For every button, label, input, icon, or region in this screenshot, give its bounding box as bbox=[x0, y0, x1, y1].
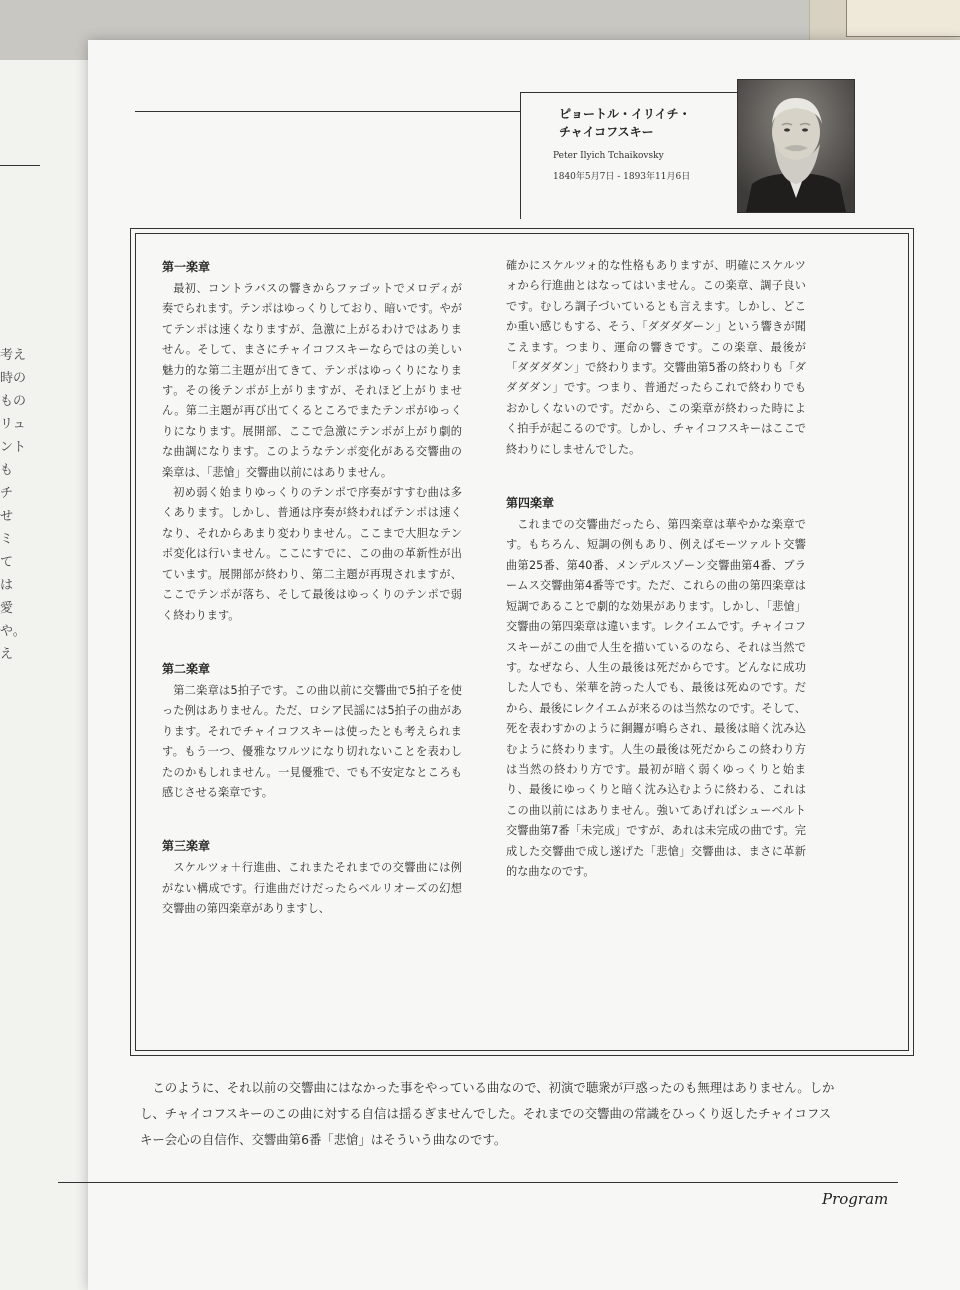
composer-name-jp-line1: ピョートル・イリイチ・ bbox=[559, 107, 691, 121]
portrait-photo-icon bbox=[738, 80, 854, 212]
previous-page-line: や。 bbox=[0, 624, 26, 639]
movement-4-paragraph-1: これまでの交響曲だったら、第四楽章は華やかな楽章です。もちろん、短調の例もあり、例えばモーツァルト交響曲第25番、第40番、メンデルスゾーン交響曲第4番、ブラームス交響曲第4番等です。ただ、これらの曲の第四楽章は短調であることで劇的な効果があります。しかし、「悲愴」交響曲の第四楽章は違います。レクイエムです。チャイコフスキーがこの曲で人生を描いているのなら、それは当然です。なぜなら、人生の最後は死だからです。どんなに成功した人でも、栄華を誇った人でも、最後は死ぬのです。だから、最後にレクイエムが来るのは当然なのです。そして、死を表わすかのように銅鑼が鳴らされ、最後は暗く沈み込むように終わります。人生の最後は死だからこの終わり方は当然の終わり方です。最初が暗く弱くゆっくりと始まり、最後にゆっくりと暗く沈み込むように終わる、これはこの曲以前にはありません。強いてあげればシューベルト交響曲第7番「未完成」ですが、あれは未完成の曲です。完成した交響曲で成し遂げた「悲愴」交響曲は、まさに革新的な曲なのです。 bbox=[506, 518, 806, 878]
right-column bbox=[506, 256, 806, 882]
composer-dates: 1840年5月7日 - 1893年11月6日 bbox=[553, 172, 691, 182]
previous-page-line: て bbox=[0, 555, 14, 570]
movement-3-paragraph-1: スケルツォ＋行進曲、これまたそれまでの交響曲には例がない構成です。行進曲だけだったらベルリオーズの幻想交響曲の第四楽章がありますし、 bbox=[162, 861, 462, 916]
previous-page-text bbox=[0, 344, 30, 666]
composer-profile bbox=[520, 92, 853, 219]
movements-frame bbox=[130, 228, 914, 1056]
previous-page-rule bbox=[0, 165, 40, 166]
previous-page-line: せ bbox=[0, 509, 14, 524]
movement-1-paragraph-1: 最初、コントラバスの響きからファゴットでメロディが奏でられます。テンポはゆっくりしており、暗いです。やがてテンポは速くなりますが、急激に上がるわけではありません。そして、まさにチャイコフスキーならではの美しい魅力的な第二主題が出てきて、テンポはゆっくりになります。その後テンポが上がりますが、それほど上がりません。第二主題が再び出てくるところでまたテンポがゆっくりになります。展開部、ここで急激にテンポが上がり劇的な曲調になります。このようなテンポ変化がある交響曲の楽章は、「悲愴」交響曲以前にはありません。 bbox=[162, 282, 462, 479]
previous-page-line: は bbox=[0, 578, 14, 593]
movement-1-heading: 第一楽章 bbox=[162, 260, 211, 274]
closing-paragraph: このように、それ以前の交響曲にはなかった事をやっている曲なので、初演で聴衆が戸惑ったのも無理はありません。しかし、チャイコフスキーのこの曲に対する自信は揺るぎませんでした。それまでの交響曲の常識をひっくり返したチャイコフスキー会心の自信作、交響曲第6番「悲愴」はそういう曲なのです。 bbox=[140, 1080, 835, 1147]
adjacent-booklet-label bbox=[846, 0, 960, 37]
previous-page-line: 時の bbox=[0, 371, 27, 386]
movements-frame-inner bbox=[135, 233, 909, 1051]
previous-page-line: も bbox=[0, 463, 14, 478]
movement-1-paragraph-2: 初め弱く始まりゆっくりのテンポで序奏がすすむ曲は多くあります。しかし、普通は序奏が終わればテンポは速くなり、それからあまり変わりません。ここまで大胆なテンポ変化は行いません。ここにすでに、この曲の革新性が出ています。展開部が終わり、第二主題が再現されますが、ここでテンポが落ち、そして最後はゆっくりのテンポで弱く終わります。 bbox=[162, 486, 462, 622]
previous-page-line: リュ bbox=[0, 417, 26, 432]
footer-rule bbox=[58, 1182, 898, 1183]
previous-page-line: チ bbox=[0, 486, 14, 501]
left-column bbox=[162, 258, 462, 920]
movement-3-continuation: 確かにスケルツォ的な性格もありますが、明確にスケルツォから行進曲とはなってはいません。この楽章、調子良いです。むしろ調子づいているとも言えます。しかし、どこか重い感じもする、そう、「ダダダダーン」という響きが聞こえます。つまり、運命の響きです。この楽章、最後が「ダダダダン」で終わります。交響曲第5番の終わりも「ダダダダン」です。つまり、普通だったらこれで終わりでもおかしくないのです。だから、この楽章が終わった時によく拍手が起こるのです。しかし、チャイコフスキーはここで終わりにしませんでした。 bbox=[506, 259, 806, 456]
previous-page-edge bbox=[0, 60, 89, 1290]
previous-page-line: 考え bbox=[0, 348, 27, 363]
movement-2-heading: 第二楽章 bbox=[162, 661, 211, 676]
composer-name-jp-line2: チャイコフスキー bbox=[559, 125, 654, 139]
previous-page-line: ント bbox=[0, 440, 27, 455]
previous-page-line: もの bbox=[0, 394, 27, 409]
previous-page-line: え bbox=[0, 647, 14, 662]
program-signature: Program bbox=[822, 1190, 889, 1208]
previous-page-line: 愛 bbox=[0, 601, 14, 616]
composer-name-jp bbox=[559, 105, 749, 141]
previous-page-line: ミ bbox=[0, 532, 14, 547]
movement-4-heading: 第四楽章 bbox=[506, 496, 555, 511]
movement-2-paragraph-1: 第二楽章は5拍子です。この曲以前に交響曲で5拍子を使った例はありません。ただ、ロシア民謡には5拍子の曲があります。それでチャイコフスキーは使ったとも考えられます。もう一つ、優雅なワルツになり切れないことを表わしたのかもしれません。一見優雅で、でも不安定なところも感じさせる楽章です。 bbox=[162, 683, 462, 799]
movement-3-heading: 第三楽章 bbox=[162, 839, 211, 854]
header-rule bbox=[135, 111, 520, 112]
composer-portrait bbox=[737, 79, 855, 213]
composer-name-en: Peter Ilyich Tchaikovsky bbox=[553, 151, 664, 161]
